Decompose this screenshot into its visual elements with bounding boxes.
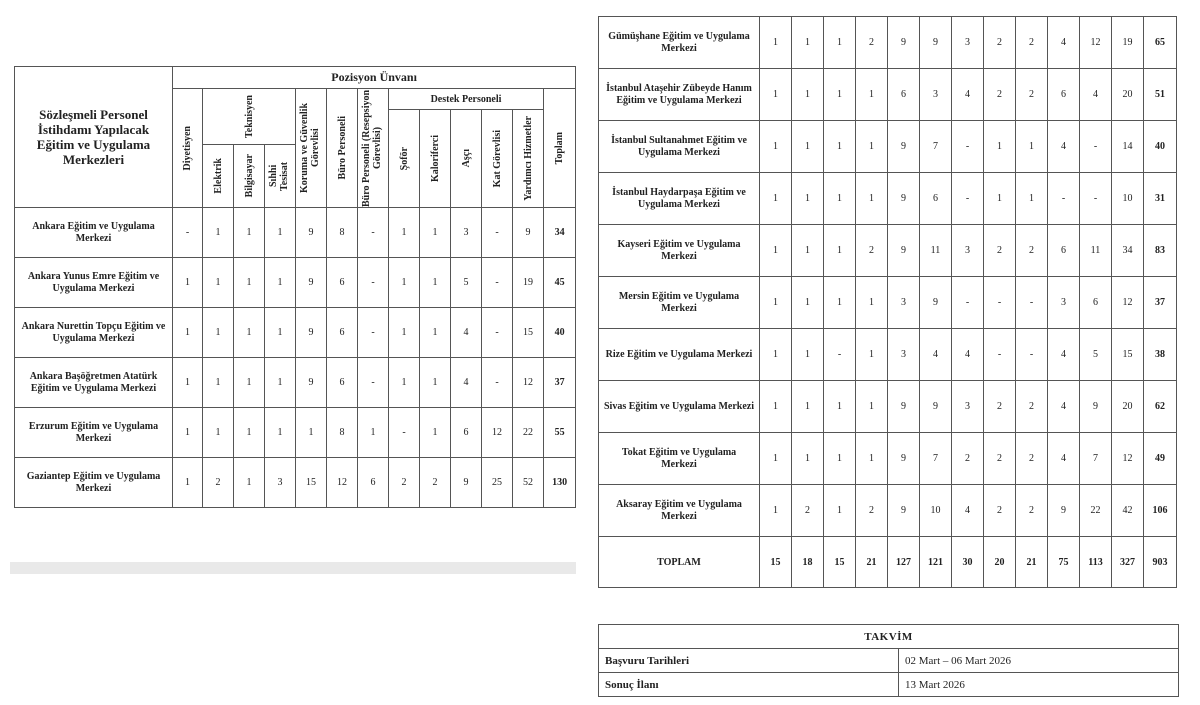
value-cell: 1 [984,121,1016,173]
value-cell: - [1016,329,1048,381]
value-cell: 3 [952,225,984,277]
value-cell: 12 [1112,433,1144,485]
value-cell: 1 [760,277,792,329]
value-cell: 6 [327,308,358,358]
value-cell: 1 [389,258,420,308]
value-cell: 2 [389,458,420,508]
value-cell: 9 [888,381,920,433]
value-cell: 11 [920,225,952,277]
table-row [599,69,1177,121]
value-cell: 4 [952,69,984,121]
value-cell: 6 [1048,225,1080,277]
value-cell: 4 [1048,433,1080,485]
left-staff-table [14,66,576,508]
total-cell: 15 [760,537,792,588]
value-cell: 2 [856,485,888,537]
value-cell: 1 [824,17,856,69]
value-cell: 4 [952,329,984,381]
col-bilgisayar: Bilgisayar [234,145,265,208]
value-cell: 1 [389,308,420,358]
value-cell: - [358,258,389,308]
value-cell: 10 [1112,173,1144,225]
value-cell: 12 [482,408,513,458]
center-name: Sivas Eğitim ve Uygulama Merkezi [599,381,760,433]
value-cell: 1 [420,208,451,258]
table-row [599,277,1177,329]
value-cell: 1 [1016,173,1048,225]
table-row [599,381,1177,433]
corner-label: Sözleşmeli Personel İstihdamı Yapılacak Eğitim ve Uygulama Merkezleri [15,67,173,208]
sonuc-label: Sonuç İlanı [599,673,899,697]
value-cell: 1 [856,381,888,433]
value-cell: 2 [984,225,1016,277]
value-cell: 3 [265,458,296,508]
value-cell: 2 [984,69,1016,121]
value-cell: 15 [296,458,327,508]
total-cell: 15 [824,537,856,588]
value-cell: - [358,358,389,408]
col-buro-resepsiyon: Büro Personeli (Resepsiyon Görevlisi) [358,89,389,208]
value-cell: 9 [1080,381,1112,433]
value-cell: 5 [1080,329,1112,381]
value-cell: 19 [1112,17,1144,69]
table-row [15,358,576,408]
value-cell: 1 [824,485,856,537]
value-cell: 1 [203,258,234,308]
value-cell: 6 [888,69,920,121]
value-cell: 1 [389,208,420,258]
value-cell: 1 [824,433,856,485]
value-cell: 15 [1112,329,1144,381]
value-cell: - [952,277,984,329]
value-cell: 4 [952,485,984,537]
table-row [599,433,1177,485]
value-cell: - [1016,277,1048,329]
value-cell: 11 [1080,225,1112,277]
row-total-cell: 31 [1144,173,1177,225]
center-name: Tokat Eğitim ve Uygulama Merkezi [599,433,760,485]
value-cell: 8 [327,408,358,458]
value-cell: - [482,208,513,258]
value-cell: 4 [451,358,482,408]
total-cell: 113 [1080,537,1112,588]
center-name: Ankara Yunus Emre Eğitim ve Uygulama Merkezi [15,258,173,308]
value-cell: 2 [1016,433,1048,485]
value-cell: 1 [760,433,792,485]
value-cell: 9 [920,277,952,329]
center-name: İstanbul Sultanahmet Eğitim ve Uygulama Merkezi [599,121,760,173]
value-cell: 1 [203,408,234,458]
value-cell: 1 [265,408,296,458]
value-cell: 2 [984,433,1016,485]
total-cell: 327 [1112,537,1144,588]
value-cell: 1 [173,458,203,508]
value-cell: 3 [888,329,920,381]
value-cell: 1 [389,358,420,408]
value-cell: 3 [1048,277,1080,329]
value-cell: 2 [856,17,888,69]
value-cell: 1 [792,225,824,277]
center-name: Kayseri Eğitim ve Uygulama Merkezi [599,225,760,277]
value-cell: 1 [234,308,265,358]
value-cell: 2 [792,485,824,537]
value-cell: 9 [920,17,952,69]
row-total-cell: 55 [544,408,576,458]
right-staff-table [598,16,1177,588]
value-cell: 2 [984,381,1016,433]
col-kat: Kat Görevlisi [482,110,513,208]
col-sofor: Şoför [389,110,420,208]
value-cell: 6 [451,408,482,458]
col-kaloriferci: Kaloriferci [420,110,451,208]
table-row [599,17,1177,69]
value-cell: 12 [513,358,544,408]
col-asci: Aşçı [451,110,482,208]
row-total-cell: 83 [1144,225,1177,277]
center-name: Gaziantep Eğitim ve Uygulama Merkezi [15,458,173,508]
value-cell: 9 [888,485,920,537]
value-cell: 7 [920,121,952,173]
value-cell: 9 [888,225,920,277]
value-cell: 1 [173,408,203,458]
value-cell: 9 [888,17,920,69]
table-row [15,458,576,508]
value-cell: - [173,208,203,258]
value-cell: 12 [1080,17,1112,69]
table-row [599,225,1177,277]
value-cell: 1 [234,258,265,308]
value-cell: 1 [856,121,888,173]
value-cell: 9 [920,381,952,433]
col-toplam: Toplam [544,89,576,208]
value-cell: 1 [824,173,856,225]
col-yardimci: Yardımcı Hizmetler [513,110,544,208]
row-total-cell: 51 [1144,69,1177,121]
value-cell: - [952,173,984,225]
row-total-cell: 45 [544,258,576,308]
value-cell: - [984,329,1016,381]
sonuc-value: 13 Mart 2026 [899,673,1179,697]
center-name: Mersin Eğitim ve Uygulama Merkezi [599,277,760,329]
total-cell: 21 [856,537,888,588]
value-cell: 2 [984,485,1016,537]
center-name: Aksaray Eğitim ve Uygulama Merkezi [599,485,760,537]
value-cell: 7 [920,433,952,485]
value-cell: 14 [1112,121,1144,173]
total-row [599,537,1177,588]
value-cell: 1 [420,358,451,408]
value-cell: 1 [856,329,888,381]
value-cell: 1 [984,173,1016,225]
value-cell: 2 [1016,225,1048,277]
value-cell: 2 [952,433,984,485]
table-row [15,258,576,308]
value-cell: 9 [296,308,327,358]
value-cell: 1 [824,225,856,277]
row-total-cell: 130 [544,458,576,508]
row-total-cell: 40 [1144,121,1177,173]
value-cell: 3 [920,69,952,121]
center-name: Ankara Eğitim ve Uygulama Merkezi [15,208,173,258]
value-cell: 1 [824,381,856,433]
group-destek: Destek Personeli [389,89,544,110]
value-cell: 9 [888,121,920,173]
value-cell: 1 [792,329,824,381]
center-name: Erzurum Eğitim ve Uygulama Merkezi [15,408,173,458]
value-cell: 1 [234,358,265,408]
value-cell: 1 [856,433,888,485]
total-cell: 127 [888,537,920,588]
takvim-table [598,624,1179,697]
value-cell: 2 [1016,381,1048,433]
value-cell: 2 [203,458,234,508]
value-cell: - [824,329,856,381]
col-sihhi-tesisat: Sıhhi Tesisat [265,145,296,208]
col-buro: Büro Personeli [327,89,358,208]
value-cell: 1 [173,358,203,408]
center-name: Gümüşhane Eğitim ve Uygulama Merkezi [599,17,760,69]
total-cell: 30 [952,537,984,588]
col-diyetisyen: Diyetisyen [173,89,203,208]
basvuru-label: Başvuru Tarihleri [599,649,899,673]
value-cell: 2 [984,17,1016,69]
value-cell: 15 [513,308,544,358]
value-cell: 1 [265,308,296,358]
value-cell: 1 [296,408,327,458]
value-cell: 1 [792,17,824,69]
center-name: İstanbul Ataşehir Zübeyde Hanım Eğitim ve Uygulama Merkezi [599,69,760,121]
value-cell: 2 [1016,69,1048,121]
value-cell: 1 [173,258,203,308]
value-cell: 1 [856,69,888,121]
value-cell: 4 [920,329,952,381]
value-cell: 9 [296,358,327,408]
value-cell: 1 [265,208,296,258]
row-total-cell: 49 [1144,433,1177,485]
value-cell: 1 [760,329,792,381]
value-cell: 6 [920,173,952,225]
takvim-title: TAKVİM [599,625,1179,649]
value-cell: 42 [1112,485,1144,537]
value-cell: 1 [420,308,451,358]
value-cell: 22 [513,408,544,458]
table-row [599,121,1177,173]
value-cell: - [952,121,984,173]
row-total-cell: 37 [1144,277,1177,329]
value-cell: 12 [327,458,358,508]
table-row [599,329,1177,381]
group-header-pozisyon: Pozisyon Ünvanı [173,67,576,89]
left-table-body [15,208,576,508]
value-cell: 1 [760,69,792,121]
value-cell: 4 [1048,329,1080,381]
total-cell: 20 [984,537,1016,588]
value-cell: 10 [920,485,952,537]
value-cell: - [1080,121,1112,173]
grand-total-cell: 903 [1144,537,1177,588]
value-cell: 8 [327,208,358,258]
value-cell: 6 [327,358,358,408]
table-row [15,408,576,458]
value-cell: 9 [1048,485,1080,537]
value-cell: 3 [451,208,482,258]
table-row [15,308,576,358]
right-table-body [599,17,1177,537]
value-cell: 1 [792,121,824,173]
total-cell: 75 [1048,537,1080,588]
value-cell: - [482,358,513,408]
value-cell: 9 [888,173,920,225]
value-cell: 1 [760,225,792,277]
value-cell: 2 [1016,17,1048,69]
row-total-cell: 65 [1144,17,1177,69]
total-cell: 121 [920,537,952,588]
row-total-cell: 34 [544,208,576,258]
scan-shadow [10,562,576,574]
col-elektrik: Elektrik [203,145,234,208]
value-cell: 7 [1080,433,1112,485]
total-label: TOPLAM [599,537,760,588]
value-cell: 1 [792,433,824,485]
value-cell: 6 [358,458,389,508]
value-cell: 1 [203,308,234,358]
row-total-cell: 62 [1144,381,1177,433]
value-cell: 1 [203,208,234,258]
value-cell: 4 [1048,17,1080,69]
value-cell: 1 [760,381,792,433]
value-cell: 22 [1080,485,1112,537]
value-cell: 1 [203,358,234,408]
center-name: Ankara Nurettin Topçu Eğitim ve Uygulama Merkezi [15,308,173,358]
value-cell: 9 [513,208,544,258]
value-cell: 1 [173,308,203,358]
value-cell: 5 [451,258,482,308]
value-cell: 3 [888,277,920,329]
value-cell: - [1080,173,1112,225]
value-cell: 3 [952,17,984,69]
value-cell: 1 [792,381,824,433]
value-cell: 4 [1048,121,1080,173]
group-teknisyen: Teknisyen [203,89,296,145]
value-cell: 25 [482,458,513,508]
value-cell: - [358,308,389,358]
value-cell: 12 [1112,277,1144,329]
value-cell: 1 [856,277,888,329]
value-cell: 1 [824,69,856,121]
value-cell: 4 [451,308,482,358]
value-cell: - [1048,173,1080,225]
value-cell: 6 [1048,69,1080,121]
value-cell: 9 [296,258,327,308]
value-cell: 34 [1112,225,1144,277]
table-row [599,173,1177,225]
row-total-cell: 106 [1144,485,1177,537]
value-cell: 1 [420,408,451,458]
row-total-cell: 40 [544,308,576,358]
value-cell: 6 [1080,277,1112,329]
value-cell: 1 [760,121,792,173]
center-name: İstanbul Haydarpaşa Eğitim ve Uygulama Merkezi [599,173,760,225]
row-total-cell: 38 [1144,329,1177,381]
center-name: Rize Eğitim ve Uygulama Merkezi [599,329,760,381]
value-cell: 9 [296,208,327,258]
value-cell: 1 [234,458,265,508]
value-cell: - [984,277,1016,329]
value-cell: - [389,408,420,458]
table-row [15,208,576,258]
value-cell: 19 [513,258,544,308]
value-cell: 1 [234,208,265,258]
table-row [599,485,1177,537]
value-cell: 1 [358,408,389,458]
value-cell: 20 [1112,69,1144,121]
value-cell: 52 [513,458,544,508]
value-cell: 1 [760,173,792,225]
value-cell: 1 [1016,121,1048,173]
value-cell: 1 [824,121,856,173]
value-cell: 1 [792,277,824,329]
value-cell: 1 [856,173,888,225]
value-cell: 1 [760,17,792,69]
value-cell: 1 [234,408,265,458]
value-cell: 3 [952,381,984,433]
value-cell: 2 [856,225,888,277]
col-koruma: Koruma ve Güvenlik Görevlisi [296,89,327,208]
value-cell: 1 [265,358,296,408]
value-cell: - [358,208,389,258]
value-cell: - [482,258,513,308]
value-cell: 1 [760,485,792,537]
value-cell: 20 [1112,381,1144,433]
value-cell: 1 [420,258,451,308]
value-cell: 1 [265,258,296,308]
value-cell: - [482,308,513,358]
value-cell: 4 [1048,381,1080,433]
row-total-cell: 37 [544,358,576,408]
value-cell: 2 [1016,485,1048,537]
value-cell: 9 [451,458,482,508]
value-cell: 6 [327,258,358,308]
total-cell: 18 [792,537,824,588]
value-cell: 1 [792,173,824,225]
total-cell: 21 [1016,537,1048,588]
basvuru-value: 02 Mart – 06 Mart 2026 [899,649,1179,673]
value-cell: 2 [420,458,451,508]
value-cell: 1 [792,69,824,121]
value-cell: 1 [824,277,856,329]
center-name: Ankara Başöğretmen Atatürk Eğitim ve Uygulama Merkezi [15,358,173,408]
value-cell: 9 [888,433,920,485]
value-cell: 4 [1080,69,1112,121]
